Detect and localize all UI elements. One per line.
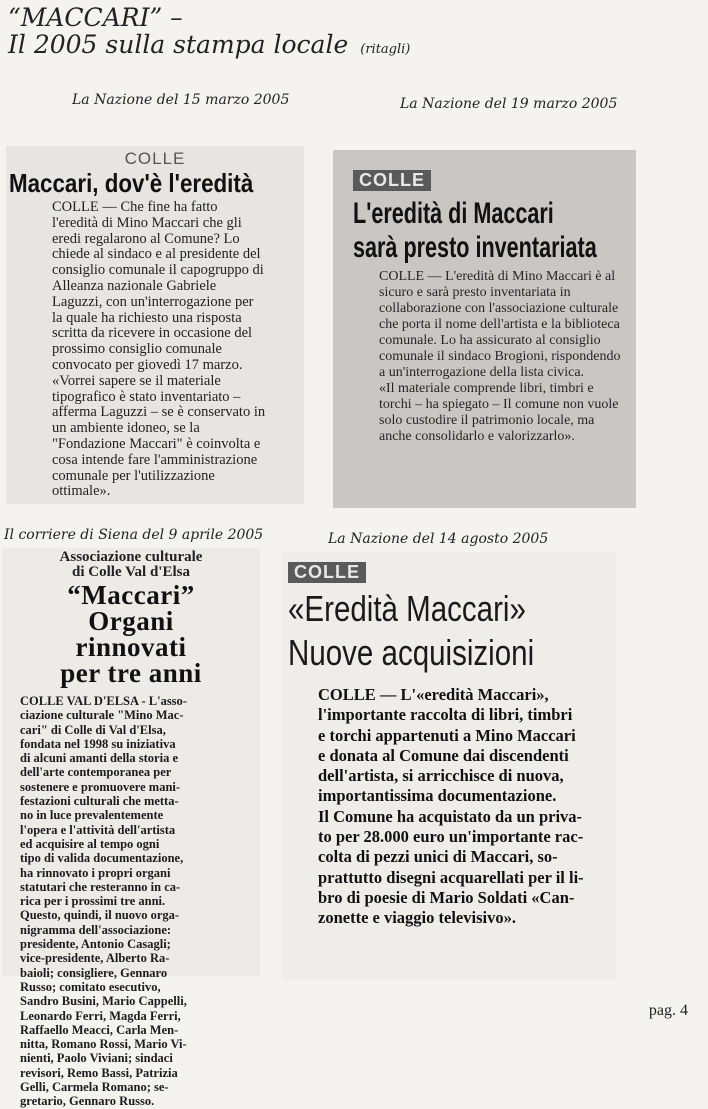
header-subtitle: Il 2005 sulla stampa locale xyxy=(8,30,349,59)
clipping-1-line: scritta da ricevere in occasione del xyxy=(52,325,253,342)
clipping-1-line: COLLE — Che fine ha fatto xyxy=(52,199,218,215)
clipping-2-line: COLLE — L'eredità di Mino Maccari è al xyxy=(379,269,616,284)
clipping-3-line: tipo di valida documentazione, xyxy=(20,851,184,866)
clipping-4-body xyxy=(318,685,616,929)
clipping-4-line: l'importante raccolta di libri, timbri xyxy=(318,705,573,725)
clipping-1-line: la quale ha richiesto una risposta xyxy=(52,309,242,326)
clipping-3-source: Il corriere di Siena del 9 aprile 2005 xyxy=(4,527,264,543)
clipping-1-line: ottimale». xyxy=(52,483,111,500)
clipping-2-line: «Il materiale comprende libri, timbri e xyxy=(379,381,594,396)
header-note: (ritagli) xyxy=(360,42,411,57)
clipping-4-headline-line: «Eredità Maccari» xyxy=(288,588,526,629)
clipping-3-line: Leonardo Ferri, Magda Ferri, xyxy=(20,1008,181,1023)
clipping-1-kicker: COLLE xyxy=(124,149,186,168)
clipping-2-line: collaborazione con l'associazione culturale xyxy=(379,301,619,316)
clipping-1-line: eredi regalarono al Comune? Lo xyxy=(52,230,240,247)
clipping-3-kicker xyxy=(2,550,260,580)
clipping-1-source: La Nazione del 15 marzo 2005 xyxy=(72,92,290,108)
clipping-4-source: La Nazione del 14 agosto 2005 xyxy=(328,531,549,547)
clipping-3-headline-line: Organi xyxy=(88,606,174,636)
clipping-3-line: l'opera e l'attività dell'artista xyxy=(20,822,176,837)
header-title: “MACCARI” – xyxy=(8,3,183,32)
clipping-4 xyxy=(282,552,616,980)
clipping-3-line: vice-presidente, Alberto Ra- xyxy=(20,951,170,966)
clipping-2-headline-line: sarà presto inventariata xyxy=(353,231,597,264)
clipping-4-line: e torchi appartenuti a Mino Maccari xyxy=(318,725,576,745)
clipping-1-line: comunale per l'utilizzazione xyxy=(52,467,215,484)
clipping-1-line: afferma Laguzzi – se è conservato in xyxy=(52,404,266,421)
clipping-4-line: zonette e viaggio televisivo». xyxy=(318,908,516,928)
clipping-3-line: Russo; comitato esecutivo, xyxy=(20,979,161,994)
clipping-4-line: bro di poesie di Mario Soldati «Can- xyxy=(318,887,575,907)
clipping-2-line: comunale il sindaco Brogioni, rispondendo xyxy=(379,349,621,364)
clipping-1-line: «Vorrei sapere se il materiale xyxy=(52,372,221,389)
clipping-1-line: prossimo consiglio comunale xyxy=(52,341,222,358)
clipping-1-line: "Fondazione Maccari" è coinvolta e xyxy=(52,435,261,452)
clipping-2-line: torchi – ha spiegato – Il comune non vuole xyxy=(379,397,619,412)
clipping-3-headline-line: rinnovati xyxy=(75,632,187,662)
clipping-2-line: anche consolidarlo e valorizzarlo». xyxy=(379,429,575,444)
clipping-2-line: che porta il nome dell'artista e la biblioteca xyxy=(379,317,620,332)
clipping-3-line: ciazione culturale "Mino Mac- xyxy=(20,708,184,723)
clipping-1 xyxy=(6,146,304,504)
clipping-2-headline-line: L'eredità di Maccari xyxy=(353,197,554,230)
clipping-3-line: gretario, Gennaro Russo. xyxy=(20,1094,155,1109)
clipping-4-line: importantissima documentazione. xyxy=(318,786,557,806)
clipping-4-tag: COLLE xyxy=(288,562,366,583)
clipping-4-line: colta di pezzi unici di Maccari, so- xyxy=(318,847,558,867)
clipping-3-line: nitta, Romano Rossi, Mario Vi- xyxy=(20,1037,187,1052)
clipping-2-line: a un'interrogazione della lista civica. xyxy=(379,365,585,380)
clipping-2-source: La Nazione del 19 marzo 2005 xyxy=(400,96,618,112)
clipping-1-line: consiglio comunale il capogruppo di xyxy=(52,262,264,279)
clipping-3-headline-line: “Maccari” xyxy=(67,580,195,610)
clipping-3-line: no in luce prevalentemente xyxy=(20,808,164,823)
clipping-3-line: COLLE VAL D'ELSA - L'asso- xyxy=(20,694,187,708)
clipping-3-line: Questo, quindi, il nuovo orga- xyxy=(20,908,180,923)
clipping-3-kicker-line: di Colle Val d'Elsa xyxy=(72,564,190,580)
clipping-3-body xyxy=(20,694,260,1109)
clipping-1-line: Laguzzi, con un'interrogazione per xyxy=(52,293,254,310)
clipping-1-line: un ambiente idoneo, se la xyxy=(52,420,200,437)
clipping-3-line: presidente, Antonio Casagli; xyxy=(20,937,171,952)
clipping-3-line: dell'arte contemporanea per xyxy=(20,765,172,780)
clipping-3 xyxy=(2,548,260,1109)
page-header xyxy=(8,4,410,63)
clipping-1-line: Alleanza nazionale Gabriele xyxy=(52,277,217,294)
clipping-4-line: Il Comune ha acquistato da un priva- xyxy=(318,806,583,826)
clipping-3-line: nienti, Paolo Viviani; sindaci xyxy=(20,1051,173,1066)
header-subtitle-row xyxy=(8,31,410,63)
clipping-3-line: festazioni culturali che metta- xyxy=(20,794,179,809)
clipping-3-line: sostenere e promuovere mani- xyxy=(20,779,181,794)
clipping-4-line: to per 28.000 euro un'importante rac- xyxy=(318,827,584,847)
clipping-2 xyxy=(333,150,636,508)
clipping-2-line: comunale. Lo ha assicurato al consiglio xyxy=(379,333,601,348)
clipping-4-line: e donata al Comune dai discendenti xyxy=(318,745,569,765)
clipping-2-line: sicuro e sarà presto inventariata in xyxy=(379,285,571,300)
clipping-4-line: dell'artista, si arricchisce di nuova, xyxy=(318,766,564,786)
clipping-3-line: ed acquisire al tempo ogni xyxy=(20,836,160,851)
clipping-2-headline xyxy=(353,197,693,265)
clipping-1-line: cosa intende fare l'amministrazione xyxy=(52,451,258,468)
clipping-3-line: cari" di Colle di Val d'Elsa, xyxy=(20,722,166,737)
clipping-3-line: statutari che resteranno in ca- xyxy=(20,879,181,894)
clipping-1-line: l'eredità di Mino Maccari che gli xyxy=(52,214,242,231)
clipping-3-line: baioli; consigliere, Gennaro xyxy=(20,965,168,980)
clipping-4-line: COLLE — L'«eredità Maccari», xyxy=(318,685,549,704)
clipping-1-body xyxy=(52,200,304,500)
clipping-3-line: revisori, Remo Bassi, Patrizia xyxy=(20,1065,178,1080)
clipping-3-kicker-line: Associazione culturale xyxy=(59,549,203,565)
page-number: pag. 4 xyxy=(648,1002,688,1019)
clipping-1-line: chiede al sindaco e al presidente del xyxy=(52,246,261,263)
clipping-3-line: rica per i prossimi tre anni. xyxy=(20,894,166,909)
clipping-4-headline xyxy=(288,587,708,675)
clipping-4-headline-line: Nuove acquisizioni xyxy=(288,632,535,673)
clipping-3-line: ha rinnovato i propri organi xyxy=(20,865,171,880)
clipping-2-line: solo custodire il patrimonio locale, ma xyxy=(379,413,595,428)
clipping-1-line: tipografico è stato inventariato – xyxy=(52,388,241,405)
clipping-3-line: Gelli, Carmela Romano; se- xyxy=(20,1080,169,1095)
clipping-1-headline: Maccari, dov'è l'eredità xyxy=(9,168,254,198)
clipping-3-line: Sandro Busini, Mario Cappelli, xyxy=(20,994,187,1009)
clipping-3-line: Raffaello Meacci, Carla Men- xyxy=(20,1022,179,1037)
clipping-3-line: fondata nel 1998 su iniziativa xyxy=(20,736,176,751)
clipping-3-headline xyxy=(2,582,260,686)
clipping-1-line: convocato per giovedì 17 marzo. xyxy=(52,356,243,373)
clipping-4-line: prattutto disegni acquarellati per il li- xyxy=(318,867,584,887)
clipping-3-line: nigramma dell'associazione: xyxy=(20,922,172,937)
clipping-2-body xyxy=(379,269,636,445)
clipping-3-line: di alcuni amanti della storia e xyxy=(20,751,178,766)
clipping-3-headline-line: per tre anni xyxy=(60,658,202,688)
clipping-2-tag: COLLE xyxy=(353,170,431,191)
